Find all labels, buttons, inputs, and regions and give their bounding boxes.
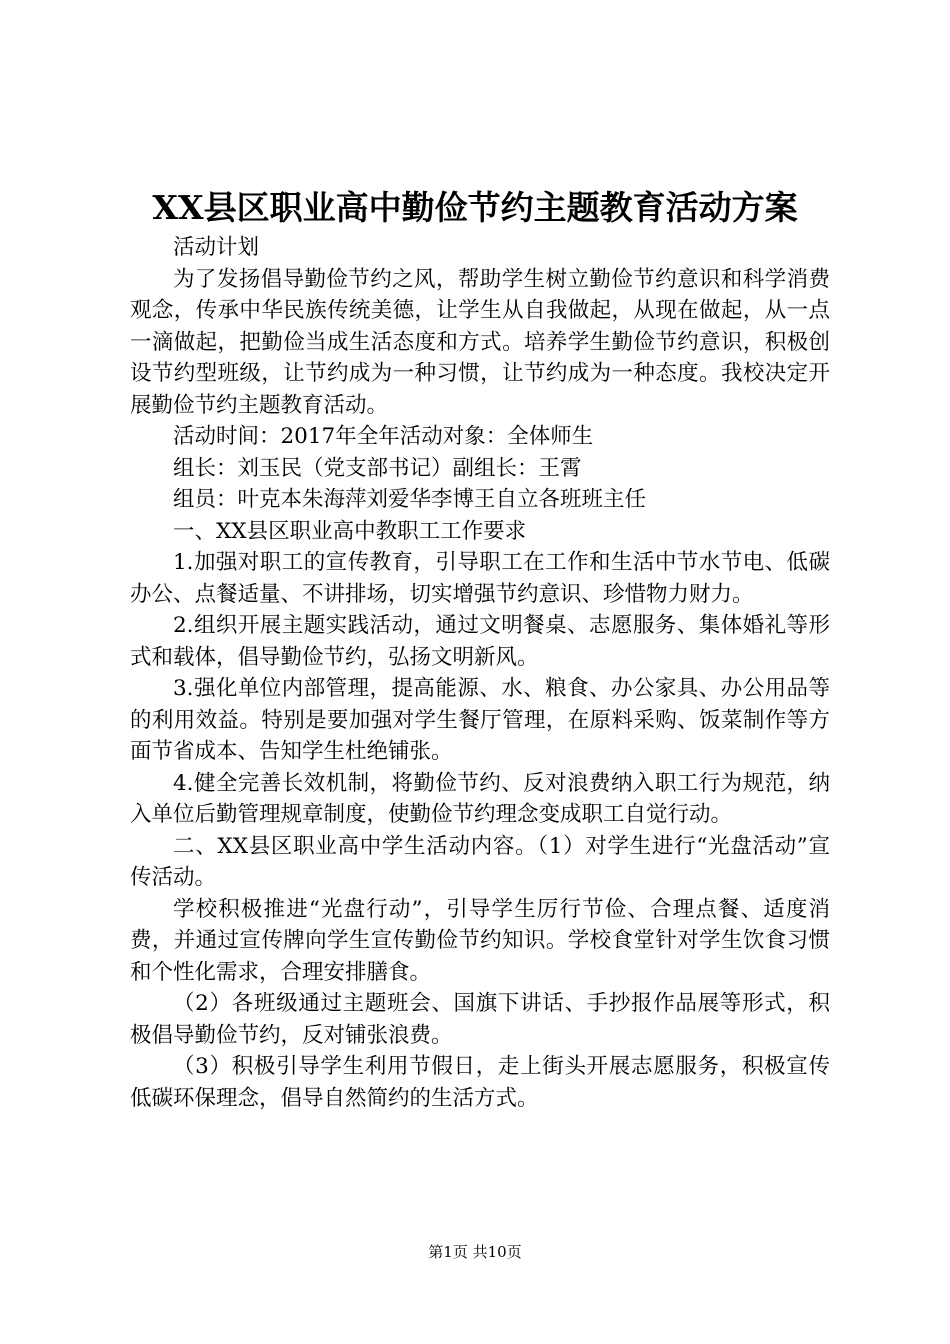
- document-body: [130, 232, 830, 1114]
- section-heading-staff: 一、XX县区职业高中教职工工作要求: [173, 518, 527, 544]
- section-heading-students: 二、XX县区职业高中学生活动内容。（1）对学生进行“光盘活动”宣传活动。: [130, 833, 830, 890]
- paragraph-class-activities: （2）各班级通过主题班会、国旗下讲话、手抄报作品展等形式，积极倡导勤俭节约，反对铺张浪费。: [130, 991, 830, 1048]
- paragraph-volunteer: （3）积极引导学生利用节假日，走上街头开展志愿服务，积极宣传低碳环保理念，倡导自然简约的生活方式。: [130, 1054, 830, 1111]
- paragraph-activity-plan: 活动计划: [173, 235, 260, 260]
- paragraph-members: 组员：叶克本朱海萍刘爱华李博王自立各班班主任: [173, 487, 647, 512]
- paragraph-item-2: 2.组织开展主题实践活动，通过文明餐桌、志愿服务、集体婚礼等形式和载体，倡导勤俭节约，弘扬文明新风。: [130, 613, 830, 670]
- paragraph-clean-plate: 学校积极推进“光盘行动”，引导学生厉行节俭、合理点餐、适度消费，并通过宣传牌向学生宣传勤俭节约知识。学校食堂针对学生饮食习惯和个性化需求，合理安排膳食。: [130, 896, 830, 985]
- paragraph-item-3: 3.强化单位内部管理，提高能源、水、粮食、办公家具、办公用品等的利用效益。特别是要加强对学生餐厅管理，在原料采购、饭菜制作等方面节省成本、告知学生杜绝铺张。: [130, 676, 830, 764]
- paragraph-item-1: 1.加强对职工的宣传教育，引导职工在工作和生活中节水节电、低碳办公、点餐适量、不讲排场，切实增强节约意识、珍惜物力财力。: [130, 550, 830, 607]
- paragraph-leaders: 组长：刘玉民（党支部书记）副组长：王霄: [173, 455, 582, 481]
- document-title: XX县区职业高中勤俭节约主题教育活动方案: [152, 188, 798, 227]
- paragraph-item-4: 4.健全完善长效机制，将勤俭节约、反对浪费纳入职工行为规范，纳入单位后勤管理规章制度，使勤俭节约理念变成职工自觉行动。: [130, 770, 830, 827]
- paragraph-purpose: 为了发扬倡导勤俭节约之风，帮助学生树立勤俭节约意识和科学消费观念，传承中华民族传统美德，让学生从自我做起，从现在做起，从一点一滴做起，把勤俭当成生活态度和方式。培养学生勤俭节约意识，积极创设节约型班级，让节约成为一种习惯，让节约成为一种态度。我校决定开展勤俭节约主题教育活动。: [130, 266, 830, 418]
- page-footer: 第1页 共10页: [428, 1243, 522, 1261]
- paragraph-time-target: 活动时间：2017年全年活动对象：全体师生: [173, 424, 594, 449]
